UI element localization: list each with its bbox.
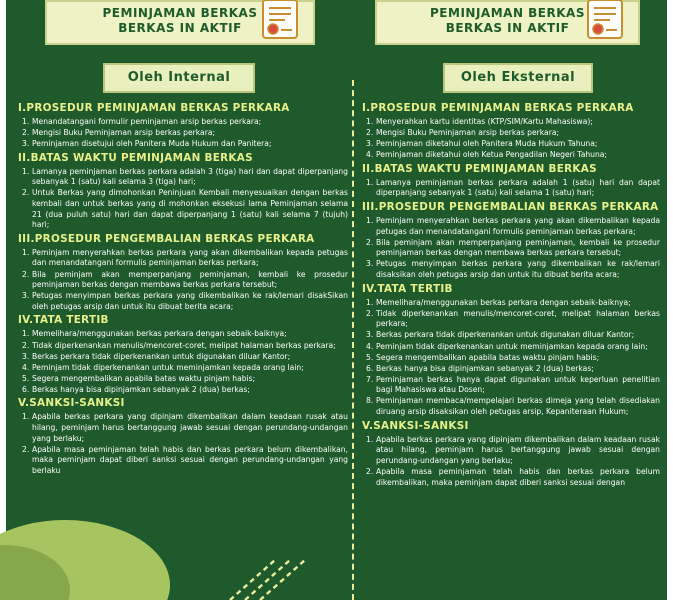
section-heading: I.PROSEDUR PEMINJAMAN BERKAS PERKARA <box>18 102 290 114</box>
list-item <box>362 259 660 280</box>
list-item-number: 1. <box>22 329 30 339</box>
document-icon <box>584 0 628 40</box>
section-heading: II.BATAS WAKTU PEMINJAMAN BERKAS <box>362 162 597 175</box>
list-item <box>18 363 348 374</box>
list-item <box>362 178 660 199</box>
list-item-number: 3. <box>22 139 30 149</box>
list-item-number: 1. <box>22 247 30 257</box>
external-column <box>362 100 660 489</box>
list-item-text: Menyerahkan kartu identitas (KTP/SIM/Kartu Mahasiswa); <box>376 117 593 126</box>
column-divider <box>352 80 354 600</box>
list-item-text: Lamanya peminjaman berkas perkara adalah 3 (tiga) hari dan dapat diperpanjang sebanyak 1 (satu) kali selama 3 (tiga) hari; <box>32 166 348 187</box>
decorative-stripes <box>225 556 345 600</box>
list-item <box>362 435 660 467</box>
title-banner-right <box>375 0 640 45</box>
section-heading: I.PROSEDUR PEMINJAMAN BERKAS PERKARA <box>362 102 634 114</box>
internal-column <box>18 100 348 477</box>
list-item-number: 1. <box>22 166 30 176</box>
list-item-number: 2. <box>366 466 374 476</box>
list-item-text: Apabila berkas perkara yang dipinjam dikembalikan dalam keadaan rusak atau hilang, peminjam harus bertanggung jawab sesuai dengan perundang-undangan yang berlaku; <box>32 412 348 443</box>
list-item <box>362 375 660 396</box>
list-item-number: 4. <box>22 362 30 372</box>
section-list <box>362 298 660 418</box>
list-item-number: 3. <box>366 330 374 340</box>
list-item-text: Memelihara/menggunakan berkas perkara dengan sebaik-baiknya; <box>32 329 287 339</box>
tag-external: Oleh Eksternal <box>443 63 593 93</box>
list-item-number: 5. <box>366 352 374 362</box>
list-item-number: 3. <box>22 291 30 301</box>
section-list <box>18 412 348 476</box>
list-item-number: 2. <box>22 444 30 454</box>
list-item <box>18 412 348 444</box>
list-item-number: 1. <box>366 177 374 187</box>
list-item-text: Peminjam tidak diperkenankan untuk meminjamkan kepada orang lain; <box>376 341 648 351</box>
list-item-text: Berkas hanya bisa dipinjamkan sebanyak 2 (dua) berkas; <box>376 363 594 373</box>
list-item <box>362 139 660 150</box>
list-item-text: Petugas menyimpan berkas perkara yang dikembalikan ke rak/lemari disaksikan oleh petugas arsip dan untuk itu dibuat berita acara; <box>376 259 660 280</box>
tag-internal: Oleh Internal <box>103 63 255 93</box>
list-item-text: Bila peminjam akan memperpanjang peminjaman, kembali ke prosedur peminjaman berkas dengan membawa berkas perkara tersebut; <box>32 269 348 290</box>
section-list <box>362 117 660 161</box>
list-item-number: 7. <box>366 374 374 384</box>
list-item <box>362 396 660 417</box>
list-item-number: 4. <box>366 341 374 351</box>
list-item <box>18 128 348 139</box>
list-item <box>362 117 660 128</box>
list-item-text: Petugas menyimpan berkas perkara yang dikembalikan ke rak/lemari disakSikan oleh petugas arsip dan untuk itu dibuat berita acara; <box>32 291 348 311</box>
list-item <box>18 291 348 312</box>
list-item <box>362 353 660 364</box>
list-item <box>18 139 348 150</box>
left-edge <box>0 0 6 600</box>
banner-line-2: BERKAS IN AKTIF <box>118 21 242 35</box>
list-item-number: 2. <box>22 128 30 138</box>
banner-line-2: BERKAS IN AKTIF <box>445 21 570 35</box>
list-item-text: Untuk Berkas yang dimohonkan Peninjuan Kembali menyesuaikan dengan berkas kembali dan untuk berkas yang di mohonkan eksekusi lama Peminjaman selama 21 (dua puluh satu) hari dan dapat diperpanjang 1 (satu) kali selama 7 (tujuh) hari; <box>32 188 348 230</box>
document-icon <box>259 0 303 40</box>
section-heading: III.PROSEDUR PENGEMBALIAN BERKAS PERKARA <box>362 201 659 214</box>
list-item-text: Tidak diperkenankan menulis/mencoret-coret, melipat halaman berkas perkara; <box>376 308 660 329</box>
list-item-number: 2. <box>22 269 30 279</box>
list-item <box>18 352 348 363</box>
list-item-number: 2. <box>22 340 30 350</box>
list-item <box>362 238 660 259</box>
list-item <box>362 309 660 330</box>
list-item-text: Memelihara/menggunakan berkas perkara dengan sebaik-baiknya; <box>376 297 631 307</box>
list-item-number: 2. <box>366 237 374 247</box>
section-list <box>362 216 660 281</box>
list-item <box>18 341 348 352</box>
list-item <box>18 117 348 128</box>
list-item-number: 1. <box>22 117 30 126</box>
list-item <box>18 188 348 230</box>
list-item-number: 8. <box>366 396 374 406</box>
list-item <box>18 374 348 385</box>
list-item <box>18 167 348 188</box>
list-item-text: Segera mengembalikan apabila batas waktu pinjam habis; <box>376 352 600 362</box>
section-list <box>18 117 348 150</box>
right-edge <box>667 0 673 600</box>
list-item <box>362 330 660 341</box>
list-item-number: 4. <box>366 150 374 160</box>
list-item-text: Apabila berkas perkara yang dipinjam dikembalikan dalam keadaan rusak atau hilang, peminjam harus bertanggung jawab sesuai dengan perundang-undangan yang berlaku; <box>376 434 660 465</box>
section-list <box>362 178 660 199</box>
list-item-text: Lamanya peminjaman berkas perkara adalah 1 (satu) hari dan dapat diperpanjang sebanyak 1 (satu) kali selama 1 (satu) hari; <box>376 177 660 198</box>
list-item-number: 1. <box>366 434 374 444</box>
list-item-number: 2. <box>366 308 374 318</box>
list-item-number: 3. <box>22 351 30 361</box>
list-item-text: Peminjaman diketahui oleh Panitera Muda Hukum Tahuna; <box>376 139 598 149</box>
list-item-text: Berkas hanya bisa dipinjamkan sebanyak 2 (dua) berkas; <box>32 384 250 394</box>
section-heading: IV.TATA TERTIB <box>362 282 453 295</box>
section-heading: III.PROSEDUR PENGEMBALIAN BERKAS PERKARA <box>18 232 315 245</box>
section-heading: V.SANKSI-SANKSI <box>18 397 125 410</box>
section-heading: IV.TATA TERTIB <box>18 314 109 327</box>
list-item <box>362 128 660 139</box>
list-item-number: 3. <box>366 259 374 269</box>
list-item-number: 1. <box>22 412 30 422</box>
list-item-text: Mengisi Buku Peminjaman arsip berkas perkara; <box>376 128 560 138</box>
section-heading: V.SANKSI-SANKSI <box>362 419 469 432</box>
list-item-text: Bila peminjam akan memperpanjang peminjaman, kembali ke prosedur peminjaman berkas dengan membawa berkas perkara tersebut; <box>376 237 660 258</box>
list-item-number: 6. <box>22 384 30 394</box>
list-item <box>18 385 348 396</box>
list-item <box>362 298 660 309</box>
list-item-text: Segera mengembalikan apabila batas waktu pinjam habis; <box>32 373 256 383</box>
list-item <box>18 445 348 477</box>
section-list <box>18 248 348 313</box>
list-item <box>362 150 660 161</box>
list-item-number: 1. <box>366 216 374 226</box>
list-item-text: Apabila masa peminjaman telah habis dan berkas perkara belum dikembalikan, maka peminjam dapat diberi sanksi sesuai dengan perundang-undangan yang berlaku <box>32 444 348 475</box>
title-banner-left <box>45 0 315 45</box>
section-list <box>362 435 660 488</box>
list-item <box>362 216 660 237</box>
list-item-number: 5. <box>22 373 30 383</box>
list-item-text: Mengisi Buku Peminjaman arsip berkas perkara; <box>32 128 216 138</box>
list-item <box>362 342 660 353</box>
list-item-number: 1. <box>366 297 374 307</box>
banner-line-1: PEMINJAMAN BERKAS <box>102 6 258 20</box>
list-item-text: Peminjaman membaca/mempelajari berkas dimeja yang telah disediakan diruang arsip disaksikan oleh petugas arsip, Kepaniteraan Hukum; <box>376 396 660 417</box>
list-item <box>362 364 660 375</box>
list-item-number: 1. <box>366 117 374 126</box>
section-list <box>18 167 348 231</box>
list-item-text: Berkas perkara tidak diperkenankan untuk digunakan diluar Kantor; <box>376 330 635 340</box>
list-item-number: 2. <box>366 128 374 138</box>
list-item <box>18 329 348 340</box>
list-item-text: Peminjam menyerahkan berkas perkara yang akan dikembalikan kepada petugas dan menandatangani formulis peminjaman berkas perkara; <box>376 216 660 236</box>
list-item <box>362 467 660 488</box>
list-item <box>18 248 348 269</box>
list-item-text: Apabila masa peminjaman telah habis dan berkas perkara belum dikembalikan, maka peminjam dapat diberi sanksi sesuai dengan <box>376 466 660 487</box>
list-item-number: 6. <box>366 363 374 373</box>
list-item-text: Peminjam tidak diperkenankan untuk meminjamkan kepada orang lain; <box>32 362 304 372</box>
list-item-text: Menandatangani formulir peminjaman arsip berkas perkara; <box>32 117 262 126</box>
list-item-text: Berkas perkara tidak diperkenankan untuk digunakan diluar Kantor; <box>32 351 291 361</box>
list-item-text: Peminjaman diketahui oleh Ketua Pengadilan Negeri Tahuna; <box>376 150 607 160</box>
list-item-number: 3. <box>366 139 374 149</box>
banner-line-1: PEMINJAMAN BERKAS <box>430 6 585 20</box>
list-item-text: Peminjam menyerahkan berkas perkara yang akan dikembalikan kepada petugas dan menandatangani formulis peminjaman berkas perkara; <box>32 247 348 268</box>
list-item-text: Peminjaman berkas hanya dapat digunakan untuk keperluan penelitian bagi Mahasiswa atau Dosen; <box>376 374 660 395</box>
list-item-number: 2. <box>22 188 30 198</box>
list-item <box>18 270 348 291</box>
list-item-text: Peminjaman disetujui oleh Panitera Muda Hukum dan Panitera; <box>32 139 272 149</box>
list-item-text: Tidak diperkenankan menulis/mencoret-coret, melipat halaman berkas perkara; <box>32 340 336 350</box>
section-heading: II.BATAS WAKTU PEMINJAMAN BERKAS <box>18 151 253 164</box>
section-list <box>18 329 348 395</box>
